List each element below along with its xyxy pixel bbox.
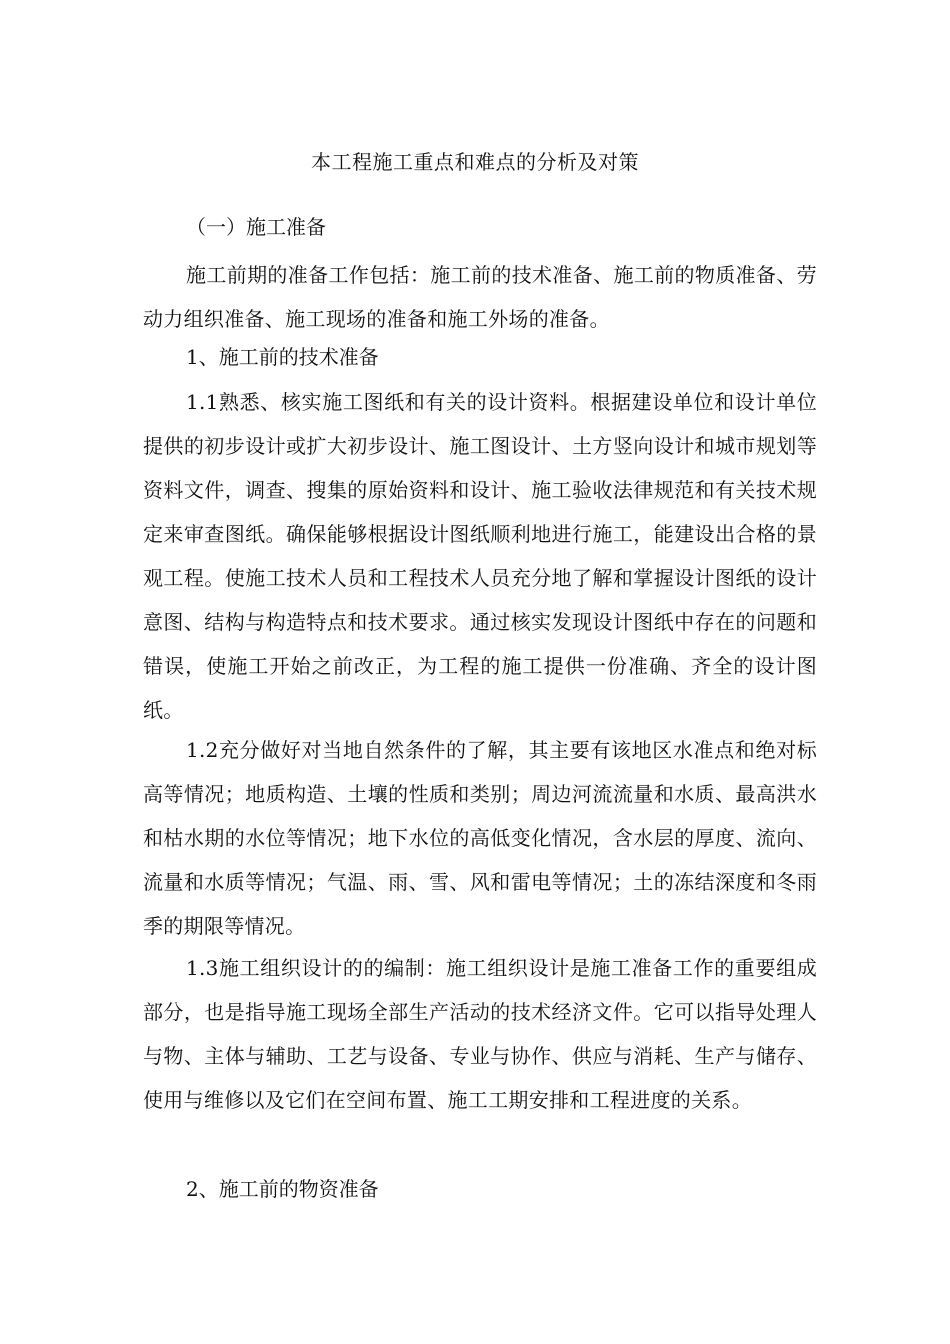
- document-title: 本工程施工重点和难点的分析及对策: [311, 150, 639, 174]
- subsection-heading-material-preparation: 2、施工前的物资准备: [186, 1177, 379, 1201]
- section-heading: （一）施工准备: [186, 215, 326, 239]
- paragraph-1-3: 1.3施工组织设计的的编制：施工组织设计是施工准备工作的重要组成部分，也是指导施工现场全部生产活动的技术经济文件。它可以指导处理人与物、主体与辅助、工艺与设备、专业与协作、供应与消耗、生产与储存、使用与维修以及它们在空间布置、施工工期安排和工程进度的关系。: [143, 956, 817, 1112]
- paragraph-1-2: 1.2充分做好对当地自然条件的了解，其主要有该地区水准点和绝对标高等情况；地质构造、土壤的性质和类别；周边河流流量和水质、最高洪水和枯水期的水位等情况；地下水位的高低变化情况，含水层的厚度、流向、流量和水质等情况；气温、雨、雪、风和雷电等情况；土的冻结深度和冬雨季的期限等情况。: [143, 738, 817, 938]
- paragraph-1-1: 1.1熟悉、核实施工图纸和有关的设计资料。根据建设单位和设计单位提供的初步设计或扩大初步设计、施工图设计、土方竖向设计和城市规划等资料文件，调查、搜集的原始资料和设计、施工验收法律规范和有关技术规定来审查图纸。确保能够根据设计图纸顺利地进行施工，能建设出合格的景观工程。使施工技术人员和工程技术人员充分地了解和掌握设计图纸的设计意图、结构与构造特点和技术要求。通过核实发现设计图纸中存在的问题和错误，使施工开始之前改正，为工程的施工提供一份准确、齐全的设计图纸。: [143, 390, 817, 722]
- intro-paragraph: 施工前期的准备工作包括：施工前的技术准备、施工前的物质准备、劳动力组织准备、施工现场的准备和施工外场的准备。: [143, 263, 817, 331]
- subsection-heading-technical-preparation: 1、施工前的技术准备: [186, 345, 379, 369]
